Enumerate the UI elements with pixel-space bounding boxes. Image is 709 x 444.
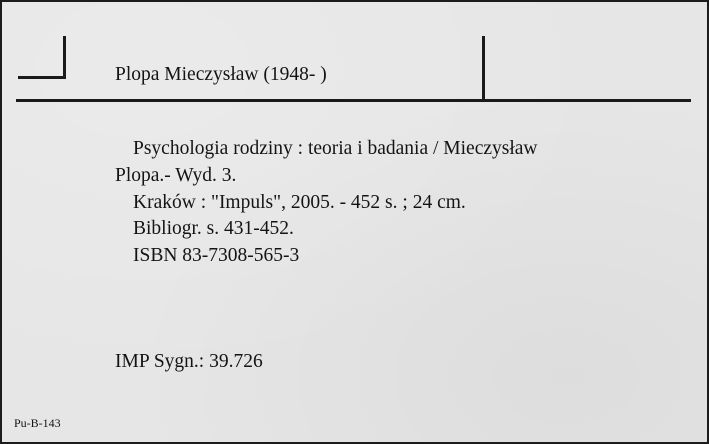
edition-line: Plopa.- Wyd. 3. [115,165,237,186]
bibliography-note: Bibliogr. s. 431-452. [133,218,294,239]
horizontal-rule [16,99,691,102]
vertical-divider [482,36,485,101]
title-line: Psychologia rodziny : teoria i badania / Mieczysław [133,138,538,159]
publication-line: Kraków : "Impuls", 2005. - 452 s. ; 24 cm. [133,192,466,213]
corner-mark-vertical [63,36,66,78]
author-heading: Plopa Mieczysław (1948- ) [115,64,327,85]
call-number: IMP Sygn.: 39.726 [115,351,263,372]
isbn-line: ISBN 83-7308-565-3 [133,245,300,266]
corner-mark-horizontal [18,76,66,79]
footer-code: Pu-B-143 [14,416,61,430]
